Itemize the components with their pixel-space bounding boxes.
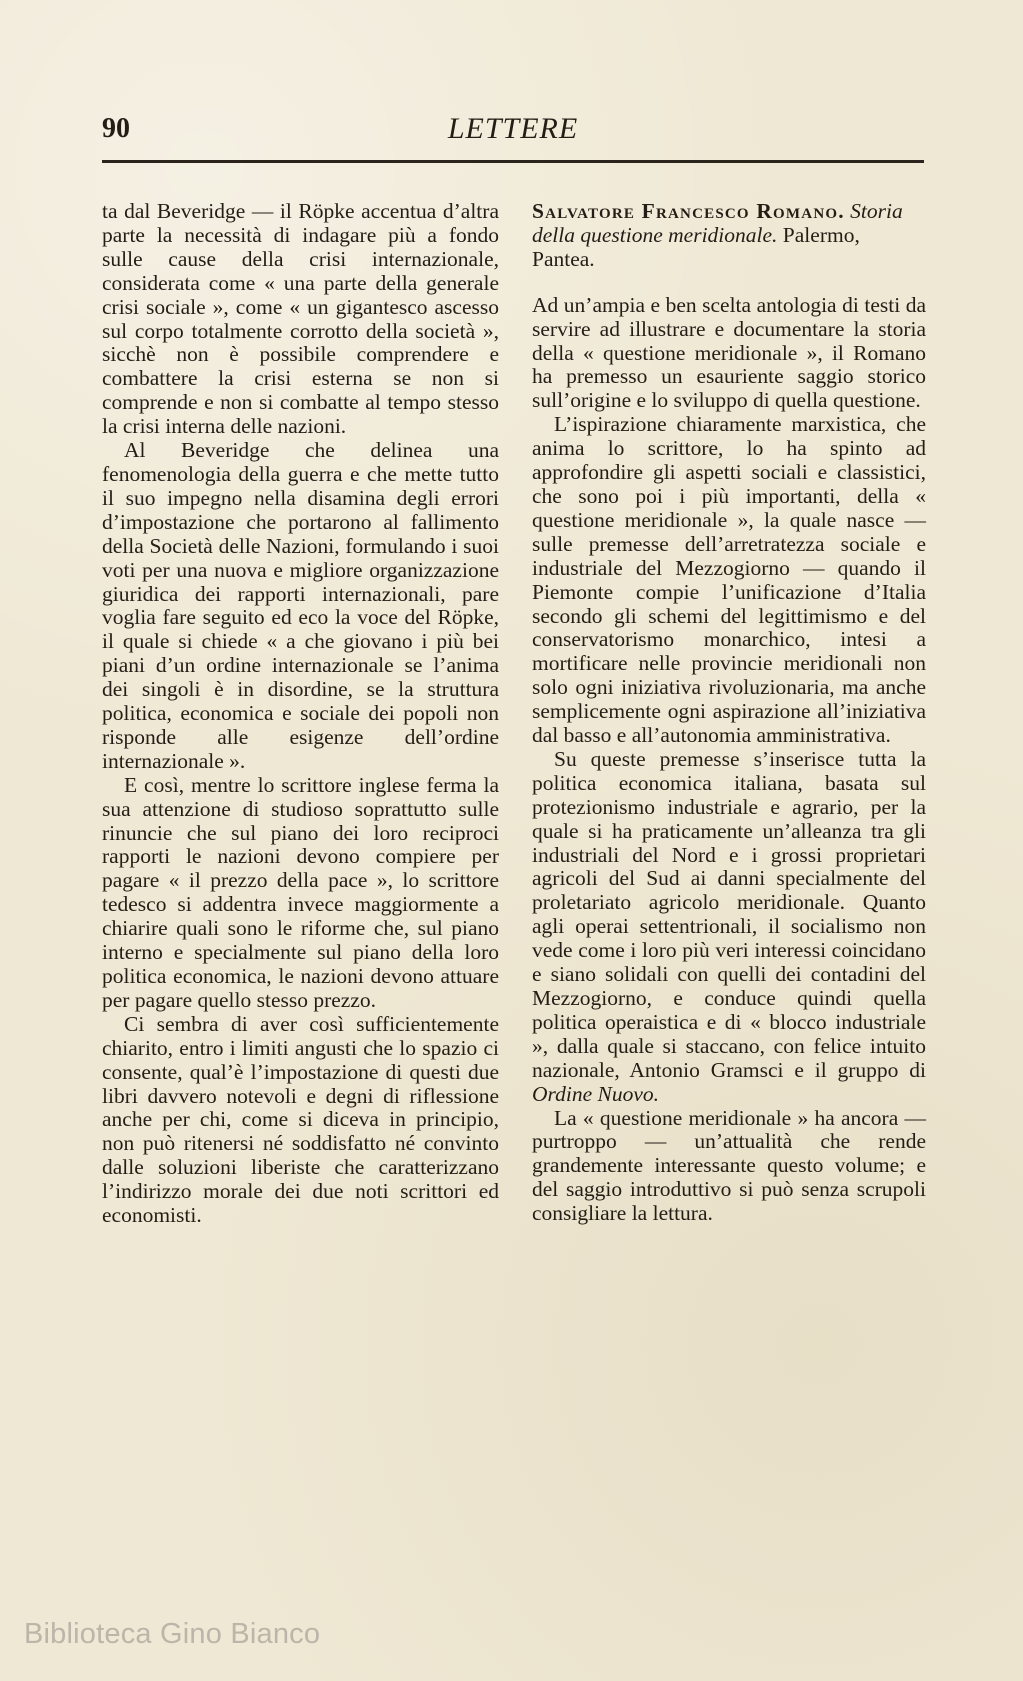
page-header: [102, 112, 924, 156]
left-paragraph-3: E così, mentre lo scrittore inglese ferma la sua attenzione di studioso soprattutto sulle rinuncie che sul piano dei loro reciproci rapporti le nazioni devono compiere per pagare « il prezzo della pace », lo scrittore tedesco si addentra invece maggiormente a chiarire quali sono le riforme che, sul piano interno e specialmente sul piano della loro politica economica, le nazioni devono attuare per pagare quello stesso prezzo.: [102, 772, 499, 1012]
page-number: 90: [102, 113, 130, 144]
review-title: Storia della questione meridionale.: [532, 199, 903, 247]
header-rule: [102, 160, 924, 163]
running-title: LETTERE: [447, 112, 579, 145]
right-column: [532, 200, 926, 1226]
left-column: [102, 200, 499, 1228]
left-paragraph-1: ta dal Beveridge — il Röpke accentua d’altra parte la necessità di indagare più a fondo sulle cause della crisi internazionale, considerata come « una parte della generale crisi sociale », come « un gigantesco ascesso sul corpo totalmente corrotto della società », sicchè non è possibile comprendere e combattere la crisi esterna se non si comprende e non si combatte al tempo stesso la crisi interna delle nazioni.: [102, 199, 499, 439]
right-paragraph-2: L’ispirazione chiaramente marxistica, che anima lo scrittore, lo ha spinto ad approfondire gli aspetti sociali e classistici, che sono poi i più importanti, della « questione meridionale », la quale nasce — sulle premesse dell’arretratezza sociale e industriale del Mezzogiorno — quando il Piemonte compie l’unificazione d’Italia secondo gli schemi del legittimismo e del conservatorismo monarchico, intesi a mortificare nelle provincie meridionali non solo ogni iniziativa rivoluzionaria, ma anche semplicemente ogni aspirazione all’iniziativa dal basso e all’autonomia amministrativa.: [532, 412, 926, 748]
left-paragraph-2: Al Beveridge che delinea una fenomenologia della guerra e che mette tutto il suo impegno nella disamina degli errori d’impostazione che portarono al fallimento della Società delle Nazioni, formulando i suoi voti per una nuova e migliore organizzazione giuridica dei rapporti internazionali, pare voglia fare seguito ed eco la voce del Röpke, il quale si chiede « a che giovano i più bei piani d’un ordine internazionale se l’anima dei singoli è in disordine, se la struttura politica, economica e sociale dei popoli non risponde alle esigenze dell’ordine internazionale ».: [102, 438, 499, 773]
library-watermark: Biblioteca Gino Bianco: [24, 1618, 321, 1650]
left-paragraph-4: Ci sembra di aver così sufficientemente chiarito, entro i limiti angusti che lo spazio ci consente, qual’è l’impostazione di questi due libri davvero notevoli e degni di riflessione anche per chi, come si diceva in principio, non può ritenersi né soddisfatto né convinto dalle soluzioni liberiste che caratterizzano l’indirizzo morale dei due noti scrittori ed economisti.: [102, 1011, 499, 1228]
review-publisher: Palermo, Pantea.: [532, 222, 860, 271]
right-paragraph-3: [532, 748, 926, 1107]
right-paragraph-1: Ad un’ampia e ben scelta antologia di testi da servire ad illustrare e documentare la storia della « questione meridionale », il Romano ha premesso un esauriente saggio storico sull’origine e lo sviluppo di quella questione.: [532, 292, 926, 413]
review-author: Salvatore Francesco Romano.: [532, 199, 845, 223]
ordine-nuovo-title: Ordine Nuovo.: [532, 1081, 659, 1106]
review-heading: [532, 200, 926, 272]
right-paragraph-4: La « questione meridionale » ha ancora — purtroppo — un’attualità che rende grandemente interessante questo volume; e del saggio introduttivo si può senza scrupoli consigliare la lettura.: [532, 1105, 926, 1226]
right-paragraph-3-text: Su queste premesse s’inserisce tutta la politica economica italiana, basata sul protezionismo industriale e agrario, per la quale si ha praticamente un’alleanza tra gli industriali del Nord e i grossi proprietari agricoli del Sud ai danni specialmente del proletariato agricolo meridionale. Quanto agli operai settentrionali, il socialismo non vede come i loro più veri interessi coincidano e siano solidali con quelli dei contadini del Mezzogiorno, e conduce quindi quella politica operaistica e di « blocco industriale », dalla quale si staccano, con felice intuito nazionale, Antonio Gramsci e il gruppo di: [532, 746, 926, 1082]
